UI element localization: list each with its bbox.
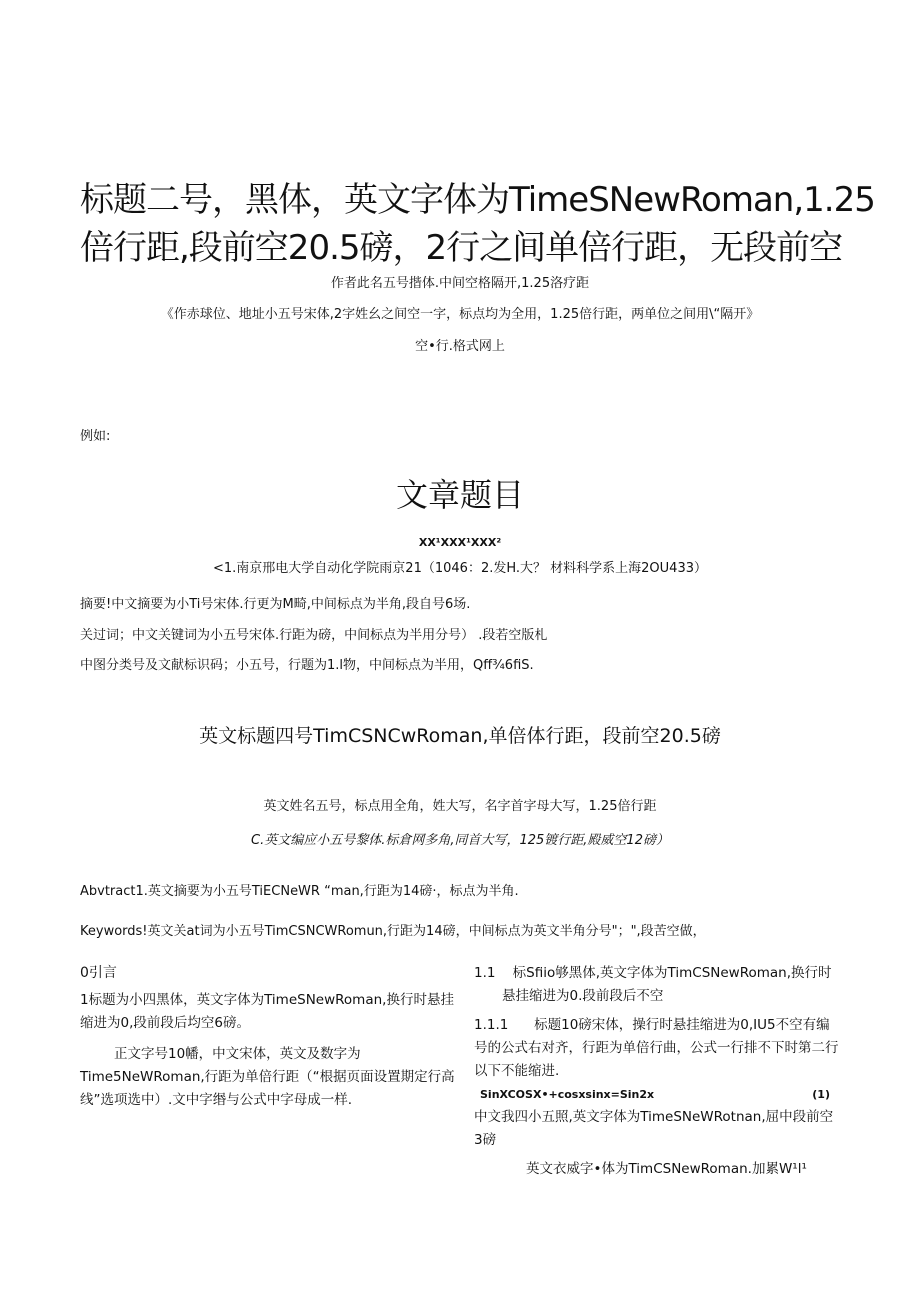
main-title-line2: 倍行距,段前空20.5磅，2行之间单倍行距，无段前空 xyxy=(80,228,843,268)
section-1-1-text: 标Sfiio够黑体,英文字体为TimCSNewRoman,换行时悬挂缩进为0.段前段后不空 xyxy=(502,965,832,1004)
formula-number: (1) xyxy=(812,1088,830,1101)
english-title-note: 英文标题四号TimCSNCwRoman,单倍体行距，段前空20.5磅 xyxy=(199,725,721,747)
intro-heading: 0引言 xyxy=(80,965,117,981)
section-1-1-1 xyxy=(474,1014,840,1083)
english-abstract: Abvtract1.英文摘要为小五号TiECNeWR “man,行距为14磅·，标点为半角. xyxy=(80,884,519,899)
english-font-para: 英文衣威字•体为TimCSNewRoman.加累W¹l¹ xyxy=(526,1161,807,1177)
author-format-note: 作者此名五号揩体.中间空格隔开,1.25洛疗距 xyxy=(330,276,590,291)
intro-para2: 正文字号10幡，中文宋体，英文及数字为Time5NeWRoman,行距为单倍行距（“根据页面设置期定行高线”选项选中）.文中字缗与公式中字母成一样. xyxy=(80,1046,455,1108)
english-names-note: 英文姓名五号，标点用全角，姓大写，名字首字母大写，1.25倍行距 xyxy=(263,799,657,814)
classification-cn: 中图分类号及文献标识码；小五号，行题为1.l物，中间标点为半用，Qff¾6fiS. xyxy=(80,658,534,673)
formula: SinXCOSX•+cosxsinx=Sin2x xyxy=(480,1088,655,1101)
formula-line xyxy=(474,1083,840,1106)
font-size-para: 中文我四小五照,英文字体为TimeSNeWRotnan,屈中段前空3磅 xyxy=(474,1109,834,1148)
keywords-cn: 关过词；中文关键词为小五号宋体.行距为磅，中间标点为半用分号） .段若空版札 xyxy=(80,628,548,643)
affiliation-format-note: 《作赤球位、地址小五号宋体,2字姓幺之间空一字，标点均为全用，1.25倍行距，两单位之间用\“隔开》 xyxy=(160,307,760,322)
section-1-1-1-text: 标题10磅宋体，操行时悬挂缩进为0,IU5不空有编号的公式右对齐，行距为单倍行曲，公式一行排不下时第二行以下不能缩进. xyxy=(474,1017,839,1079)
right-column xyxy=(474,962,840,1181)
intro-para1: 1标题为小四黑体，英文字体为TimeSNewRoman,换行时悬挂缩进为0,段前段后均空6磅。 xyxy=(80,992,454,1031)
affiliation: <1.南京邢电大学自动化学院雨京21（1046：2.发H.大？ 材料科学系上海2OU433） xyxy=(213,561,707,576)
blank-line-note: 空•行.格式网上 xyxy=(415,339,505,354)
authors: XX¹XXX¹XXX² xyxy=(418,536,502,549)
section-1-1 xyxy=(474,962,840,1008)
english-keywords: Keywords!英文关at词为小五号TimCSNCWRomun,行距为14磅，中间标点为英文半角分号"；",段苦空做， xyxy=(80,924,706,939)
section-1-1-number: 1.1 xyxy=(474,965,496,981)
abstract-cn: 摘要!中文摘要为小Ti号宋体.行更为M畸,中间标点为半角,段自号6场. xyxy=(80,597,471,612)
section-1-1-1-number: 1.1.1 xyxy=(474,1017,509,1033)
left-column xyxy=(80,962,460,1112)
example-label: 例如: xyxy=(80,429,111,444)
english-affil-note: C.英文编应小五号黎体.标倉网多角,同首大写，125镀行距,殿威空12磅） xyxy=(251,833,669,848)
article-title: 文章题目 xyxy=(395,476,524,514)
main-title-line1: 标题二号，黑体，英文字体为TimeSNewRoman,1.25 xyxy=(80,180,875,220)
